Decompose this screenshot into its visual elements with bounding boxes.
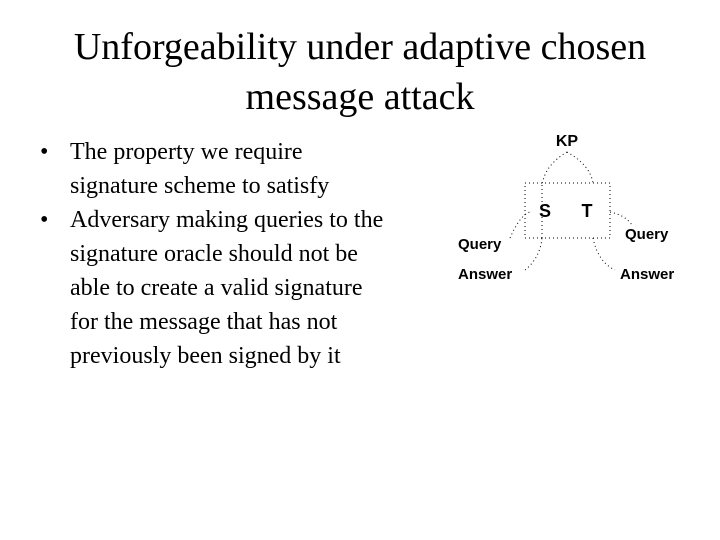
bullet-2-line-2: signature oracle should not be xyxy=(70,241,358,267)
bullet-1-line-2: signature scheme to satisfy xyxy=(70,173,330,199)
bullet-1-line-1: The property we require xyxy=(70,139,303,165)
bullet-2-line-1: Adversary making queries to the xyxy=(70,207,384,233)
bullet-dot: • xyxy=(40,207,49,233)
bullet-dot: • xyxy=(40,139,49,165)
left-answer-label: Answer xyxy=(458,266,513,283)
kp-to-t-line xyxy=(567,152,593,183)
right-query-line xyxy=(610,212,632,225)
title-line-2: message attack xyxy=(245,76,475,118)
kp-to-s-line xyxy=(542,152,567,185)
right-answer-line xyxy=(593,238,615,270)
right-answer-label: Answer xyxy=(620,266,675,283)
left-query-line xyxy=(510,212,530,238)
kp-label: KP xyxy=(555,133,579,150)
title-line-1: Unforgeability under adaptive chosen xyxy=(73,26,647,68)
right-query-label: Query xyxy=(625,226,669,243)
bullet-2-line-4: for the message that has not xyxy=(70,309,338,335)
t-label: T xyxy=(581,201,593,221)
oracle-box xyxy=(525,183,610,238)
bullet-2-line-5: previously been signed by it xyxy=(70,343,341,369)
s-label: S xyxy=(538,201,552,221)
left-query-label: Query xyxy=(458,236,502,253)
left-answer-line xyxy=(525,238,542,270)
bullet-2-line-3: able to create a valid signature xyxy=(70,275,363,301)
